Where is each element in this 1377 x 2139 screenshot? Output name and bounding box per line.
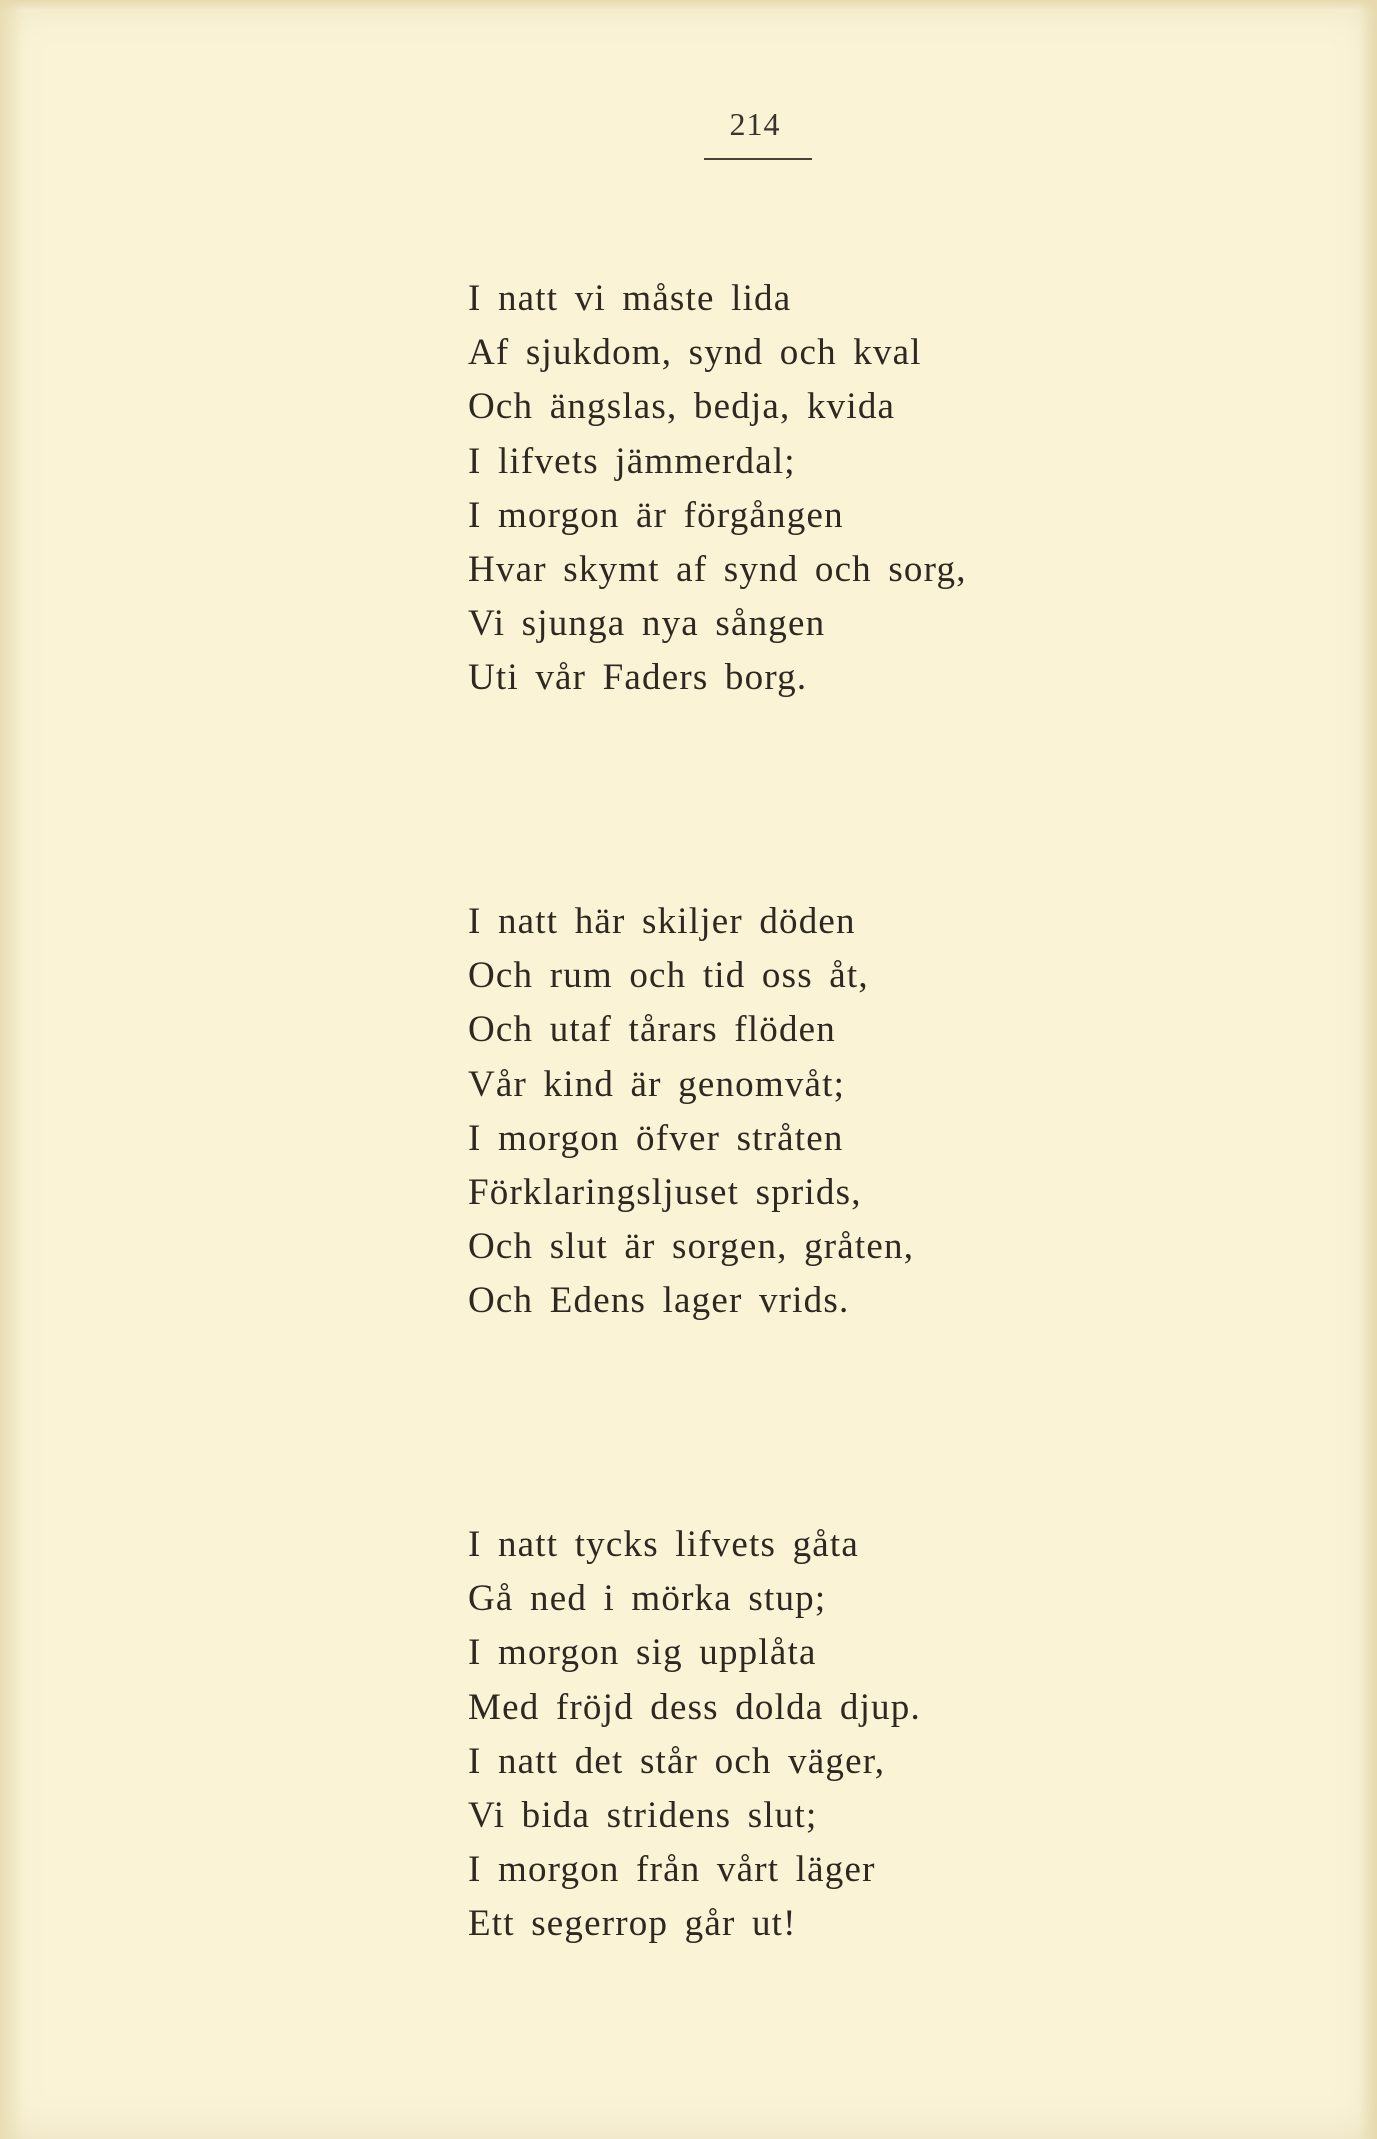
stanza-line: I morgon sig upplåta	[468, 1632, 817, 1674]
stanza-line: Vår kind är genomvåt;	[468, 1063, 846, 1105]
stanza-line: I natt det står och väger,	[468, 1740, 886, 1782]
stanza-1	[468, 272, 1348, 706]
stanza-line: Af sjukdom, synd och kval	[468, 332, 922, 374]
stanza-line: I morgon öfver stråten	[468, 1117, 844, 1159]
page-edge-left	[0, 0, 22, 2139]
stanza-line: Och utaf tårars flöden	[468, 1009, 837, 1051]
stanza-line: Och Edens lager vrids.	[468, 1280, 850, 1322]
page-number-rule	[704, 158, 812, 160]
stanza-line: I natt tycks lifvets gåta	[468, 1524, 860, 1565]
stanza-line: Vi sjunga nya sången	[468, 603, 826, 645]
stanza-line: Uti vår Faders borg.	[468, 657, 808, 699]
stanza-line: Och rum och tid oss åt,	[468, 955, 869, 997]
stanza-line: Och slut är sorgen, gråten,	[468, 1226, 915, 1268]
stanza-line: I natt här skiljer döden	[468, 901, 856, 942]
stanza-3	[468, 1518, 1348, 1952]
page-edge-top	[0, 0, 1377, 10]
stanza-line: Med fröjd dess dolda djup.	[468, 1686, 921, 1728]
page-number: 214	[729, 106, 781, 142]
stanza-line: I lifvets jämmerdal;	[468, 440, 796, 482]
stanza-line: Vi bida stridens slut;	[468, 1795, 818, 1837]
stanza-2	[468, 895, 1348, 1329]
stanza-line: Och ängslas, bedja, kvida	[468, 386, 896, 428]
stanza-line: Gå ned i mörka stup;	[468, 1578, 827, 1620]
stanza-line: I morgon från vårt läger	[468, 1849, 876, 1891]
stanza-line: Ett segerrop går ut!	[468, 1903, 797, 1945]
stanza-line: Hvar skymt af synd och sorg,	[468, 549, 967, 591]
stanza-line: I natt vi måste lida	[468, 278, 792, 319]
stanza-line: I morgon är förgången	[468, 494, 844, 536]
page-edge-right	[1359, 0, 1377, 2139]
stanza-line: Förklaringsljuset sprids,	[468, 1172, 862, 1214]
